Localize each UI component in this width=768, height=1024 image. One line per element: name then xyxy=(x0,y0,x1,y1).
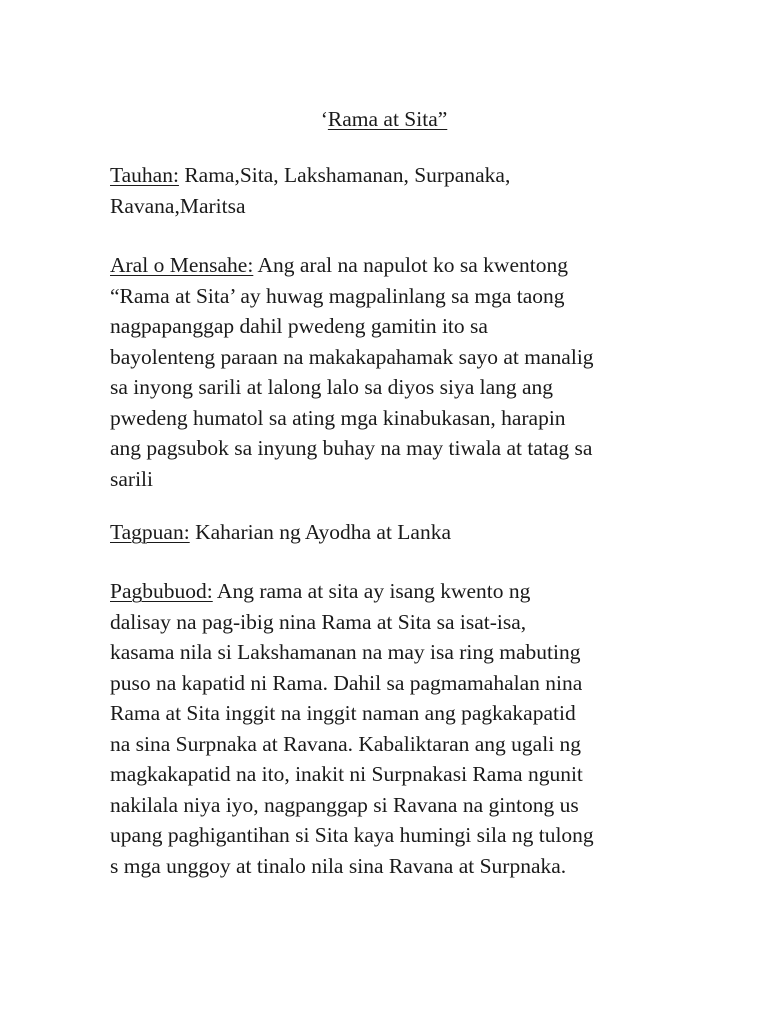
section-tagpuan xyxy=(110,517,670,548)
paragraph-line: Ravana,Maritsa xyxy=(110,193,246,218)
paragraph-line: s mga unggoy at tinalo nila sina Ravana at Surpnaka. xyxy=(110,853,567,878)
paragraph-line: “Rama at Sita’ ay huwag magpalinlang sa mga taong xyxy=(110,283,565,308)
paragraph-line: magkakapatid na ito, inakit ni Surpnakasi Rama ngunit xyxy=(110,762,583,786)
title-open-quote: ‘ xyxy=(320,107,328,131)
paragraph-line: upang paghigantihan si Sita kaya humingi sila ng tulong xyxy=(110,823,594,847)
section-aral-o-mensahe xyxy=(110,250,670,494)
paragraph-line: nakilala niya iyo, nagpanggap si Ravana na gintong us xyxy=(110,792,579,817)
section-label-aral: Aral o Mensahe: xyxy=(110,253,254,277)
section-label-pagbubuod: Pagbubuod: xyxy=(110,579,213,603)
paragraph-line: Rama at Sita inggit na inggit naman ang pagkakapatid xyxy=(110,701,576,725)
paragraph-text: Kaharian ng Ayodha at Lanka xyxy=(189,520,452,544)
section-label-tauhan: Tauhan: xyxy=(110,163,179,187)
paragraph-line: sa inyong sarili at lalong lalo sa diyos siya lang ang xyxy=(110,375,554,399)
paragraph-line: na sina Surpnaka at Ravana. Kabaliktaran ang ugali ng xyxy=(110,731,582,756)
section-pagbubuod xyxy=(110,576,670,881)
paragraph-text: Ang rama at sita ay isang kwento ng xyxy=(212,579,531,603)
paragraph-text: Rama,Sita, Lakshamanan, Surpanaka, xyxy=(178,163,511,187)
section-label-tagpuan: Tagpuan: xyxy=(110,520,190,544)
section-tauhan xyxy=(110,160,670,221)
paragraph-line: pwedeng humatol sa ating mga kinabukasan, harapin xyxy=(110,405,566,430)
paragraph-line xyxy=(110,160,670,191)
paragraph-line xyxy=(110,576,670,607)
paragraph-line: nagpapanggap dahil pwedeng gamitin ito sa xyxy=(110,314,488,338)
paragraph-text: Ang aral na napulot ko sa kwentong xyxy=(253,253,568,277)
paragraph-line: sarili xyxy=(110,466,153,491)
paragraph-line xyxy=(110,517,670,548)
paragraph-line: puso na kapatid ni Rama. Dahil sa pagmamahalan nina xyxy=(110,670,583,695)
title-text: Rama at Sita” xyxy=(327,107,448,131)
paragraph-line xyxy=(110,250,670,281)
paragraph-line: dalisay na pag-ibig nina Rama at Sita sa isat-isa, xyxy=(110,609,527,634)
paragraph-line: ang pagsubok sa inyung buhay na may tiwala at tatag sa xyxy=(110,436,593,460)
document-title xyxy=(0,104,768,134)
paragraph-line: kasama nila si Lakshamanan na may isa ring mabuting xyxy=(110,640,581,664)
paragraph-line: bayolenteng paraan na makakapahamak sayo at manalig xyxy=(110,344,594,369)
